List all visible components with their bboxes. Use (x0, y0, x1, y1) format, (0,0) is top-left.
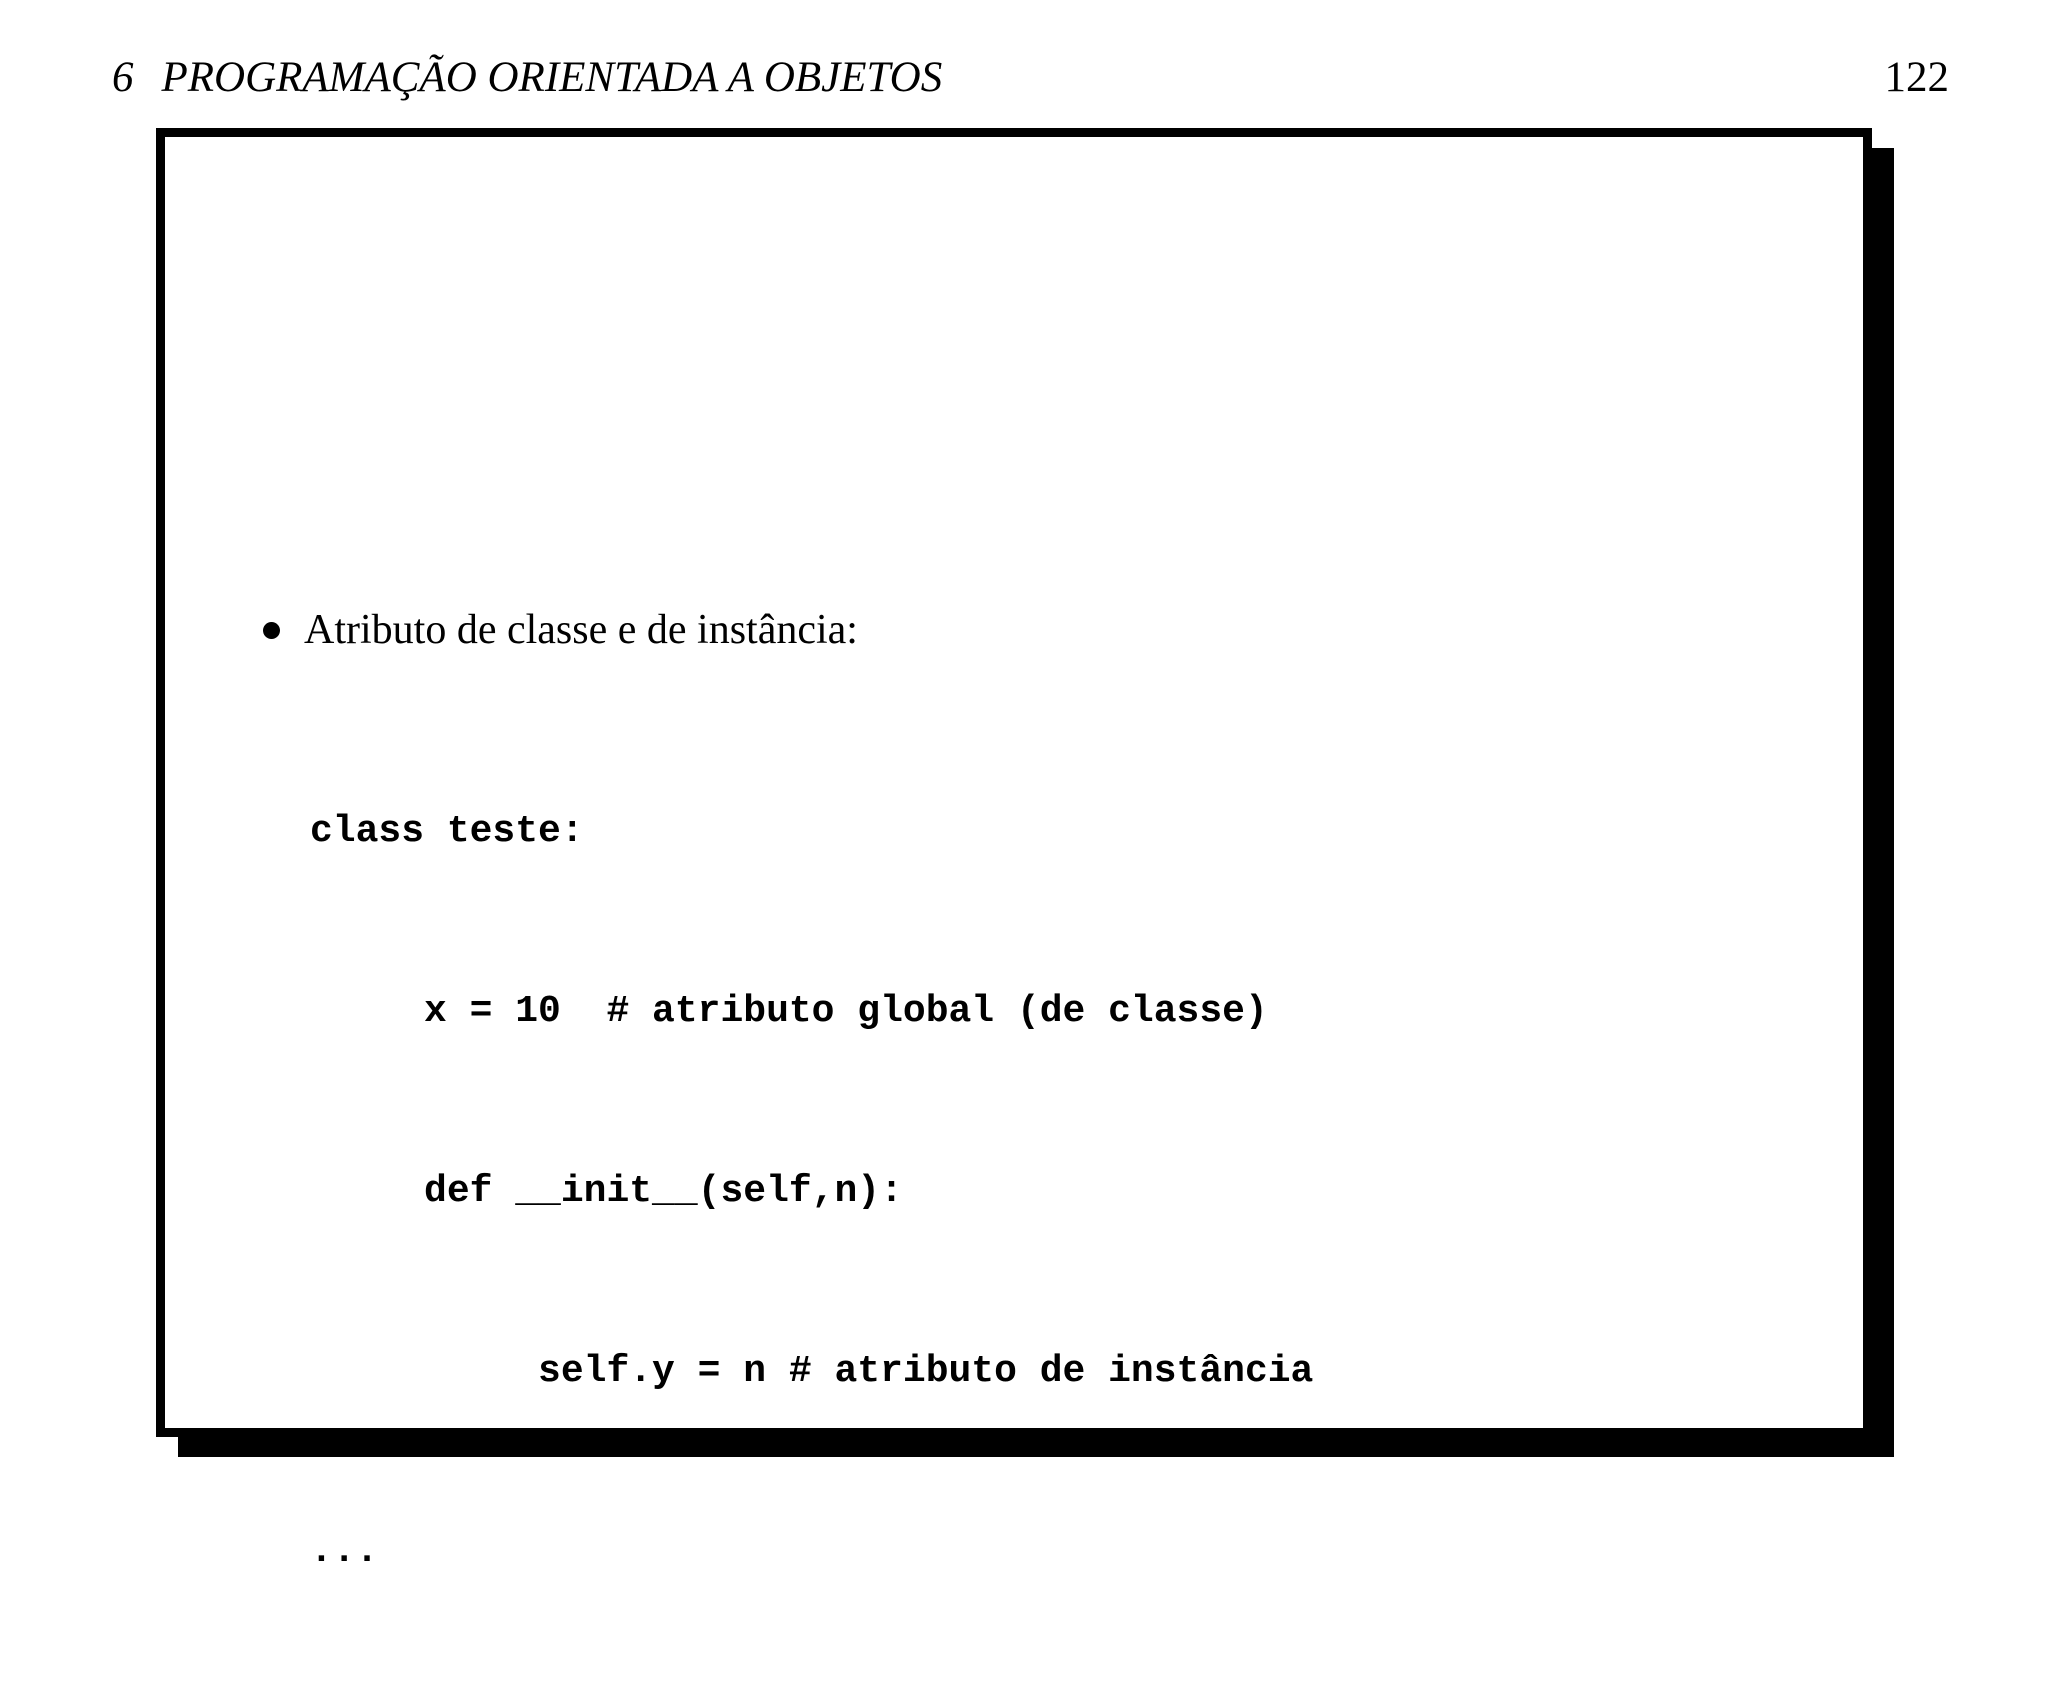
code-line: self.y = n # atributo de instância (310, 1350, 1314, 1393)
slide-frame (156, 128, 1872, 1573)
running-header (112, 52, 942, 104)
chapter-title: PROGRAMAÇÃO ORIENTADA A OBJETOS (161, 54, 943, 101)
bullet-text: Atributo de classe e de instância: (304, 607, 858, 653)
page-number: 122 (1884, 54, 1949, 101)
code-line: ... (310, 1530, 379, 1573)
bullet-item (263, 605, 858, 655)
code-line: class teste: (310, 810, 584, 853)
code-line: def __init__(self,n): (310, 1170, 903, 1213)
code-line: x = 10 # atributo global (de classe) (310, 990, 1268, 1033)
code-block (310, 682, 1313, 1702)
bullet-icon (263, 622, 280, 639)
chapter-number: 6 (112, 54, 134, 101)
